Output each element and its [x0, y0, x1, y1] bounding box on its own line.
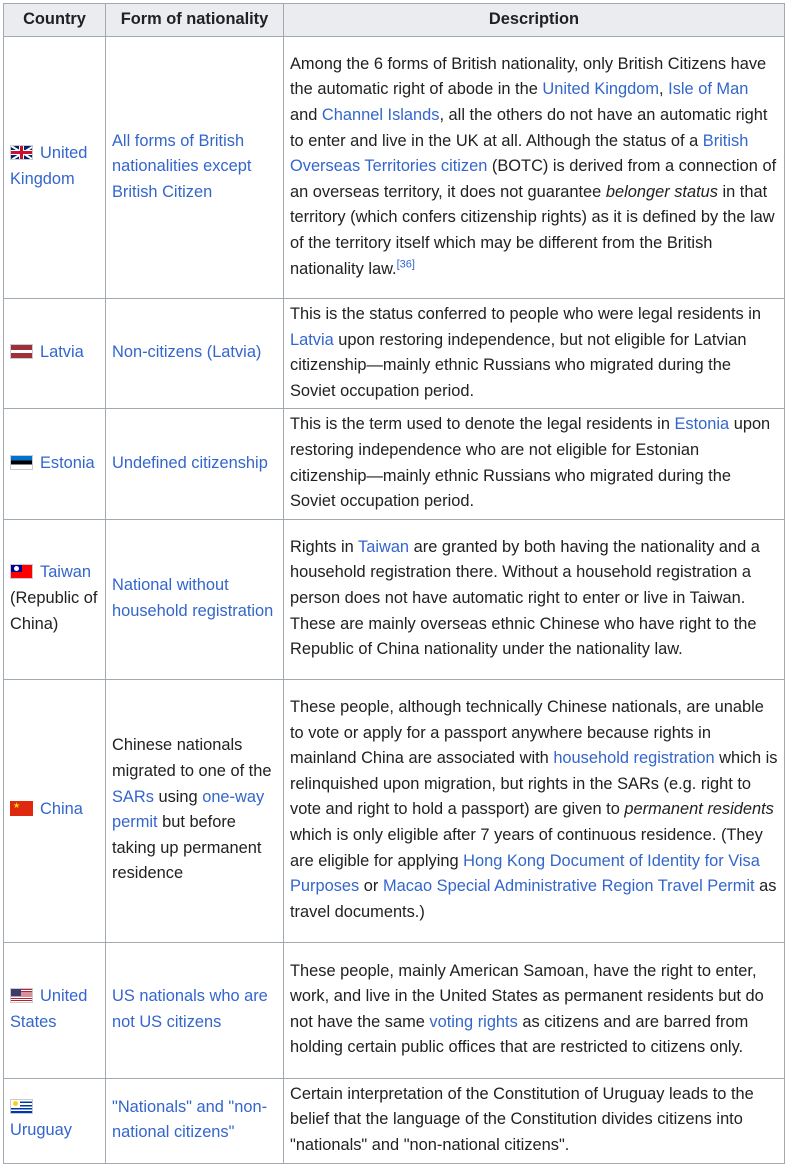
- desc-text: , all the others do not have an automatic right to enter and live in the UK at all. Although the status of a: [290, 106, 768, 150]
- header-form[interactable]: Form of nationality: [106, 4, 284, 37]
- desc-text: (BOTC) is derived from a connection of an overseas territory, it does not guarantee: [290, 157, 777, 201]
- country-link-china[interactable]: China: [40, 800, 83, 819]
- estonia-flag-icon: [10, 455, 33, 470]
- form-link-taiwan[interactable]: National without household registration: [112, 576, 274, 620]
- latvia-flag-icon: [10, 344, 33, 359]
- form-text: but before taking up permanent residence: [112, 813, 262, 883]
- taiwan-flag-icon: [10, 564, 33, 579]
- desc-text: Certain interpretation of the Constitution of Uruguay leads to the belief that the language of the Constitution divides citizens into "nationals" and "non-national citizens".: [290, 1084, 754, 1154]
- china-flag-icon: ★: [10, 801, 33, 816]
- table-row: [4, 299, 785, 409]
- nationality-table: [3, 3, 785, 1164]
- desc-text: which is only eligible after 7 years of continuous residence. (They are eligible for applying: [290, 826, 763, 870]
- country-cell: [4, 299, 106, 409]
- desc-italic: belonger status: [605, 182, 718, 201]
- link-botc[interactable]: British Overseas Territories citizen: [290, 131, 749, 176]
- desc-text: as citizens and are barred from holding certain public offices that are restricted to citizens only.: [290, 1012, 749, 1057]
- form-link-estonia[interactable]: Undefined citizenship: [112, 453, 268, 472]
- header-row: [4, 4, 785, 37]
- link-macao-travel-permit[interactable]: Macao Special Administrative Region Travel Permit: [382, 877, 755, 896]
- desc-text: which is relinquished upon migration, but rights in the SARs (e.g. right to vote and right to hold a passport) are given to: [290, 749, 778, 819]
- description-cell: [284, 942, 785, 1078]
- country-link-us[interactable]: United States: [10, 987, 88, 1031]
- country-note: (Republic of China): [10, 588, 98, 633]
- header-description[interactable]: Description: [284, 4, 785, 37]
- link-isle-of-man[interactable]: Isle of Man: [668, 80, 749, 99]
- table-row: [4, 942, 785, 1078]
- table-row: [4, 519, 785, 679]
- country-cell: [4, 519, 106, 679]
- form-cell: [106, 37, 284, 299]
- desc-text: Among the 6 forms of British nationality, only British Citizens have the automatic right of abode in the: [290, 54, 767, 99]
- link-latvia[interactable]: Latvia: [290, 330, 334, 349]
- country-cell: [4, 942, 106, 1078]
- form-link-latvia[interactable]: Non-citizens (Latvia): [112, 343, 262, 362]
- us-flag-icon: [10, 988, 33, 1003]
- description-cell: [284, 679, 785, 942]
- country-link-latvia[interactable]: Latvia: [40, 343, 84, 362]
- uruguay-flag-icon: [10, 1099, 33, 1114]
- link-channel-islands[interactable]: Channel Islands: [321, 106, 440, 125]
- desc-text: These people, although technically Chinese nationals, are unable to vote or apply for a passport anywhere because rights in mainland China are associated with: [290, 698, 764, 768]
- link-estonia[interactable]: Estonia: [674, 415, 730, 434]
- country-cell: [4, 37, 106, 299]
- country-link-taiwan[interactable]: Taiwan: [40, 563, 92, 582]
- form-text: using: [153, 787, 203, 806]
- desc-text: This is the status conferred to people who were legal residents in: [290, 305, 762, 323]
- country-link-uruguay[interactable]: Uruguay: [10, 1121, 72, 1140]
- desc-italic: permanent residents: [624, 800, 774, 819]
- desc-text: or: [359, 877, 383, 896]
- desc-text: and: [290, 106, 322, 125]
- form-cell: [106, 299, 284, 409]
- reference-36[interactable]: [36]: [396, 258, 415, 271]
- link-taiwan[interactable]: Taiwan: [358, 537, 410, 556]
- desc-text: This is the term used to denote the legal residents in: [290, 415, 675, 434]
- form-cell: [106, 409, 284, 519]
- desc-text: as travel documents.): [290, 877, 777, 921]
- description-cell: [284, 1078, 785, 1163]
- table-row: [4, 1078, 785, 1163]
- desc-text: upon restoring independence, but not eligible for Latvian citizenship—mainly ethnic Russians who migrated during the Soviet occupation period.: [290, 330, 747, 400]
- table-row: [4, 679, 785, 942]
- country-cell: [4, 1078, 106, 1163]
- country-cell: [4, 679, 106, 942]
- desc-text: These people, mainly American Samoan, have the right to enter, work, and live in the United States as permanent residents but do not have the same: [290, 961, 764, 1031]
- header-country[interactable]: Country: [4, 4, 106, 37]
- link-hk-document-of-identity[interactable]: Hong Kong Document of Identity for Visa Purposes: [290, 851, 760, 896]
- description-cell: [284, 519, 785, 679]
- form-text: Chinese nationals migrated to one of the: [112, 736, 272, 781]
- uk-flag-icon: [10, 145, 33, 160]
- table-row: [4, 409, 785, 519]
- description-cell: [284, 299, 785, 409]
- desc-text: upon restoring independence who are not eligible for Estonian citizenship—mainly ethnic Russians who migrated during the Soviet occupation period.: [290, 415, 771, 511]
- form-cell: [106, 1078, 284, 1163]
- desc-text: Rights in: [290, 537, 359, 556]
- desc-text: are granted by both having the nationality and a household registration there. Without a household registration a person does not have automatic right to enter or live in Taiwan. These are mainly overseas ethnic Chinese who have right to the Republic of China nationality under the nationality law.: [290, 537, 760, 659]
- country-cell: [4, 409, 106, 519]
- form-cell: [106, 519, 284, 679]
- description-cell: [284, 409, 785, 519]
- description-cell: [284, 37, 785, 299]
- country-link-uk[interactable]: United Kingdom: [10, 144, 88, 188]
- link-united-kingdom[interactable]: United Kingdom: [542, 80, 660, 99]
- form-cell: [106, 679, 284, 942]
- link-voting-rights[interactable]: voting rights: [429, 1012, 518, 1031]
- form-link-uk[interactable]: All forms of British nationalities except British Citizen: [112, 131, 252, 201]
- form-cell: [106, 942, 284, 1078]
- link-sars[interactable]: SARs: [112, 787, 154, 806]
- country-link-estonia[interactable]: Estonia: [40, 453, 95, 472]
- form-link-uruguay[interactable]: "Nationals" and "non-national citizens": [112, 1097, 268, 1142]
- table-row: [4, 37, 785, 299]
- desc-text: ,: [659, 80, 669, 99]
- link-household-registration[interactable]: household registration: [553, 749, 715, 768]
- form-link-us[interactable]: US nationals who are not US citizens: [112, 987, 268, 1031]
- link-one-way-permit[interactable]: one-way permit: [112, 787, 265, 832]
- desc-text: in that territory (which confers citizenship rights) as it is defined by the law of the territory itself which may be different from the British nationality law.: [290, 182, 775, 278]
